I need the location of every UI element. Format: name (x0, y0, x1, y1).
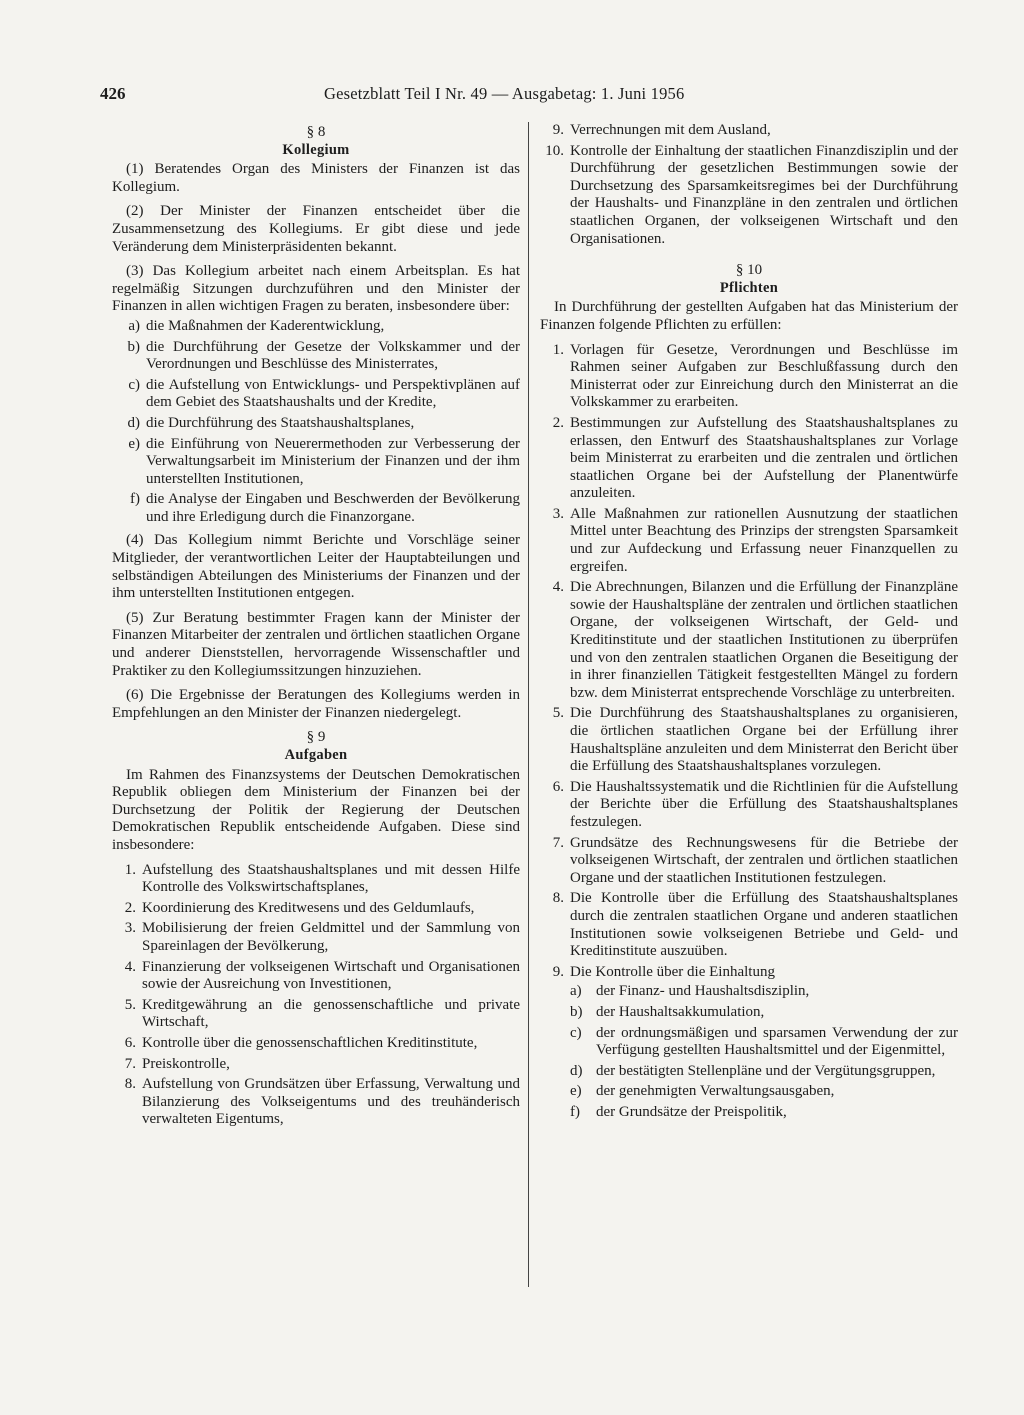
section-9-number: § 9 (306, 729, 326, 746)
list-marker: 4. (124, 958, 136, 975)
section-10-list (540, 342, 958, 1125)
list-marker: 8. (124, 1076, 136, 1093)
list-text: Preiskontrolle, (142, 1055, 230, 1072)
list-marker: a) (128, 317, 140, 334)
list-marker: c) (570, 1024, 582, 1041)
list-item (112, 997, 520, 1032)
list-item (112, 1056, 520, 1074)
list-item (112, 900, 520, 918)
list-item (540, 705, 958, 775)
list-item (540, 506, 958, 576)
list-item (540, 964, 958, 1125)
left-column (112, 122, 520, 1135)
list-item (112, 1035, 520, 1053)
list-item (112, 377, 520, 412)
list-marker: 7. (124, 1055, 136, 1072)
list-marker: 4. (552, 579, 564, 596)
section-9-intro: Im Rahmen des Finanzsystems der Deutschen Demokratischen Republik obliegen dem Ministerium der Finanzen bei der Durchsetzung der Politik der Regierung der Deutschen Demokratischen Republik entscheidende Aufgaben. Diese sind insbesondere: (112, 766, 520, 853)
section-10-number: § 10 (735, 262, 763, 279)
section-8-para-5: (5) Zur Beratung bestimmter Fragen kann der Minister der Finanzen Mitarbeiter der zentralen und örtlichen staatlichen Organe und anderer Dienststellen, hervorragende Wissenschaftler und Praktiker zu den Kollegiumssitzungen hinzuziehen. (112, 609, 520, 679)
list-text: die Einführung von Neuerermethoden zur Verbesserung der Verwaltungsarbeit im Ministerium der Finanzen und der ihm unterstellten Institutionen, (146, 435, 520, 487)
list-text: Aufstellung des Staatshaushaltsplanes und mit dessen Hilfe Kontrolle des Volkswirtschaftsplanes, (142, 861, 520, 896)
list-text: Mobilisierung der freien Geldmittel und der Sammlung von Spareinlagen der Bevölkerung, (142, 920, 520, 954)
list-marker: 1. (124, 861, 136, 878)
section-8-para-2: (2) Der Minister der Finanzen entscheidet über die Zusammensetzung des Kollegiums. Er gibt diese und jede Veränderung dem Ministerpräsidenten bekannt. (112, 203, 520, 255)
list-item (540, 835, 958, 888)
list-text: der genehmigten Verwaltungsausgaben, (596, 1083, 835, 1100)
section-10-sublist (570, 983, 958, 1121)
column-divider (528, 122, 529, 1287)
list-marker: d) (127, 414, 140, 431)
list-item (112, 959, 520, 994)
list-marker: b) (570, 1003, 583, 1020)
list-marker: 8. (552, 890, 564, 907)
list-text: die Analyse der Eingaben und Beschwerden der Bevölkerung und ihre Erledigung durch die Finanzorgane. (146, 491, 520, 525)
list-text: Die Abrechnungen, Bilanzen und die Erfüllung der Finanzpläne sowie der Haushaltspläne der zentralen und örtlichen staatlichen Organe, der volkseigenen Wirtschaft, der Geld- und Kreditinstitute und der staatlichen Institutionen zu überprüfen und von den zentralen staatlichen Organen die Beseitigung der in ihrer finanziellen Tätigkeit festgestellten Mängel zu fordern bzw. dem Ministerrat entsprechende Vorschläge zu unterbreiten. (570, 579, 958, 701)
section-9-title: Aufgaben (284, 747, 348, 763)
list-marker: 5. (552, 705, 564, 722)
sublist-item (570, 983, 958, 1001)
list-item (540, 890, 958, 960)
list-text: Kontrolle über die genossenschaftlichen Kreditinstitute, (142, 1034, 478, 1051)
list-marker: f) (130, 491, 140, 508)
list-item (112, 862, 520, 897)
section-8-title: Kollegium (282, 141, 350, 158)
page-header (100, 84, 760, 106)
list-marker: e) (570, 1083, 582, 1100)
section-8-number: § 8 (306, 124, 326, 140)
list-item (540, 122, 958, 140)
section-8-list (112, 318, 520, 527)
list-item (112, 920, 520, 955)
list-item (540, 779, 958, 832)
list-text: Die Haushaltssystematik und die Richtlinien für die Aufstellung der Berichte über die Erfüllung des Staatshaushaltsplanes festzulegen. (570, 778, 958, 830)
list-text: Finanzierung der volkseigenen Wirtschaft und Organisationen sowie der Ausreichung von Investitionen, (142, 958, 520, 993)
list-text: der ordnungsmäßigen und sparsamen Verwendung der zur Verfügung gestellten Haushaltsmittel und der Eigenmittel, (596, 1024, 958, 1059)
list-text: der bestätigten Stellenpläne und der Vergütungsgruppen, (596, 1062, 936, 1079)
list-marker: f) (570, 1103, 580, 1120)
list-text: Koordinierung des Kreditwesens und des Geldumlaufs, (142, 899, 475, 916)
list-marker: b) (127, 338, 140, 355)
list-text: Grundsätze des Rechnungswesens für die Betriebe der volkseigenen Wirtschaft, der zentralen und örtlichen staatlichen Organe und der staatlichen Institutionen festzulegen. (570, 834, 958, 886)
list-marker: 2. (552, 414, 564, 431)
running-head: Gesetzblatt Teil I Nr. 49 — Ausgabetag: 1. Juni 1956 (324, 84, 685, 103)
list-item (112, 1076, 520, 1129)
sublist-item (570, 1104, 958, 1122)
list-text: Vorlagen für Gesetze, Verordnungen und Beschlüsse im Rahmen seiner Aufgaben zur Beschlußfassung durch den Ministerrat oder zur Einreichung durch den Ministerrat an die Volkskammer zu erarbeiten. (570, 341, 958, 411)
list-text: der Finanz- und Haushaltsdisziplin, (596, 983, 810, 1000)
list-marker: 9. (552, 963, 564, 980)
list-text: Kreditgewährung an die genossenschaftliche und private Wirtschaft, (142, 996, 520, 1031)
list-marker: 3. (124, 920, 136, 937)
section-9-list-continued (540, 122, 958, 248)
list-item (112, 339, 520, 374)
list-marker: 7. (552, 834, 564, 851)
list-text: die Maßnahmen der Kaderentwicklung, (146, 317, 385, 334)
section-8-para-6: (6) Die Ergebnisse der Beratungen des Kollegiums werden in Empfehlungen an den Minister der Finanzen niedergelegt. (112, 687, 520, 721)
list-item (540, 143, 958, 249)
list-text: Bestimmungen zur Aufstellung des Staatshaushaltsplanes zu erlassen, den Entwurf des Staatshaushaltsplanes zur Vorlage beim Ministerrat zu erarbeiten und die zentralen und örtlichen staatlichen Organe bei der Aufstellung der Planentwürfe anzuleiten. (570, 414, 958, 502)
list-item (112, 491, 520, 526)
list-marker: d) (570, 1062, 583, 1079)
list-marker: 6. (124, 1034, 136, 1051)
list-text: der Haushaltsakkumulation, (596, 1003, 765, 1020)
list-text: Kontrolle der Einhaltung der staatlichen Finanzdisziplin und der Durchführung der gesetzlichen Bestimmungen sowie der Durchsetzung des Sparsamkeitsregimes bei der Durchführung der Haushalts- und Finanzpläne in den zentralen und örtlichen staatlichen Organen, der volkseigenen Wirtschaft und den Organisationen. (570, 142, 958, 247)
list-text: Aufstellung von Grundsätzen über Erfassung, Verwaltung und Bilanzierung des Volkseigentums und des treuhänderisch verwalteten Eigentums, (142, 1076, 520, 1128)
list-text-block (570, 964, 958, 1125)
right-column (540, 122, 958, 1130)
page-number: 426 (100, 84, 126, 103)
list-item (112, 415, 520, 433)
list-marker: a) (570, 983, 582, 1000)
sublist-item (570, 1063, 958, 1081)
list-marker: 5. (124, 996, 136, 1013)
list-marker: 2. (124, 899, 136, 916)
list-item (540, 342, 958, 412)
sublist-item (570, 1083, 958, 1101)
section-8-para-3: (3) Das Kollegium arbeitet nach einem Arbeitsplan. Es hat regelmäßig Sitzungen durchzuführen und den Minister der Finanzen in allen wichtigen Fragen zu beraten, insbesondere über: (112, 263, 520, 315)
list-marker: 10. (545, 142, 564, 159)
list-item (112, 436, 520, 489)
list-text: Die Kontrolle über die Einhaltung (570, 963, 775, 980)
list-marker: e) (128, 435, 140, 452)
section-9-list (112, 862, 520, 1129)
list-text: die Aufstellung von Entwicklungs- und Perspektivplänen auf dem Gebiet des Staatshaushalts und der Kredite, (146, 376, 520, 411)
list-marker: 3. (552, 505, 564, 522)
list-item (540, 415, 958, 503)
list-text: Die Durchführung des Staatshaushaltsplanes zu organisieren, die örtlichen staatlichen Organe bei der Erfüllung ihrer Haushaltspläne anzuleiten und dem Ministerrat den Bericht über die Erfüllung des Staatshaushaltsplanes vorzulegen. (570, 705, 958, 775)
list-marker: 6. (552, 778, 564, 795)
sublist-item (570, 1025, 958, 1060)
list-text: die Durchführung der Gesetze der Volkskammer und der Verordnungen und Beschlüsse des Ministerrates, (146, 338, 520, 373)
list-marker: c) (128, 376, 140, 393)
list-marker: 9. (552, 122, 564, 138)
section-8-para-4: (4) Das Kollegium nimmt Berichte und Vorschläge seiner Mitglieder, der verantwortlichen Leiter der Hauptabteilungen und selbständigen Abteilungen des Ministeriums der Finanzen und der ihm unterstellten Institutionen entgegen. (112, 532, 520, 602)
section-8-para-1: (1) Beratendes Organ des Ministers der Finanzen ist das Kollegium. (112, 161, 520, 195)
list-text: die Durchführung des Staatshaushaltsplanes, (146, 414, 415, 431)
section-10-title: Pflichten (719, 279, 779, 296)
list-text: Alle Maßnahmen zur rationellen Ausnutzung der staatlichen Mittel unter Beachtung des Prinzips der strengsten Sparsamkeit und zur Aufdeckung und Erfassung neuer Finanzquellen zu ergreifen. (570, 505, 958, 575)
section-10-intro: In Durchführung der gestellten Aufgaben hat das Ministerium der Finanzen folgende Pflichten zu erfüllen: (540, 299, 958, 333)
list-item (112, 318, 520, 336)
list-text: Die Kontrolle über die Erfüllung des Staatshaushaltsplanes durch die zentralen staatlichen Organe und anderen staatlichen Institutionen sowie volkseigenen Betriebe und Geld- und Kreditinstitute auszuüben. (570, 890, 958, 960)
list-text: Verrechnungen mit dem Ausland, (570, 122, 771, 138)
list-marker: 1. (552, 341, 564, 358)
sublist-item (570, 1004, 958, 1022)
list-item (540, 579, 958, 702)
list-text: der Grundsätze der Preispolitik, (596, 1103, 787, 1120)
